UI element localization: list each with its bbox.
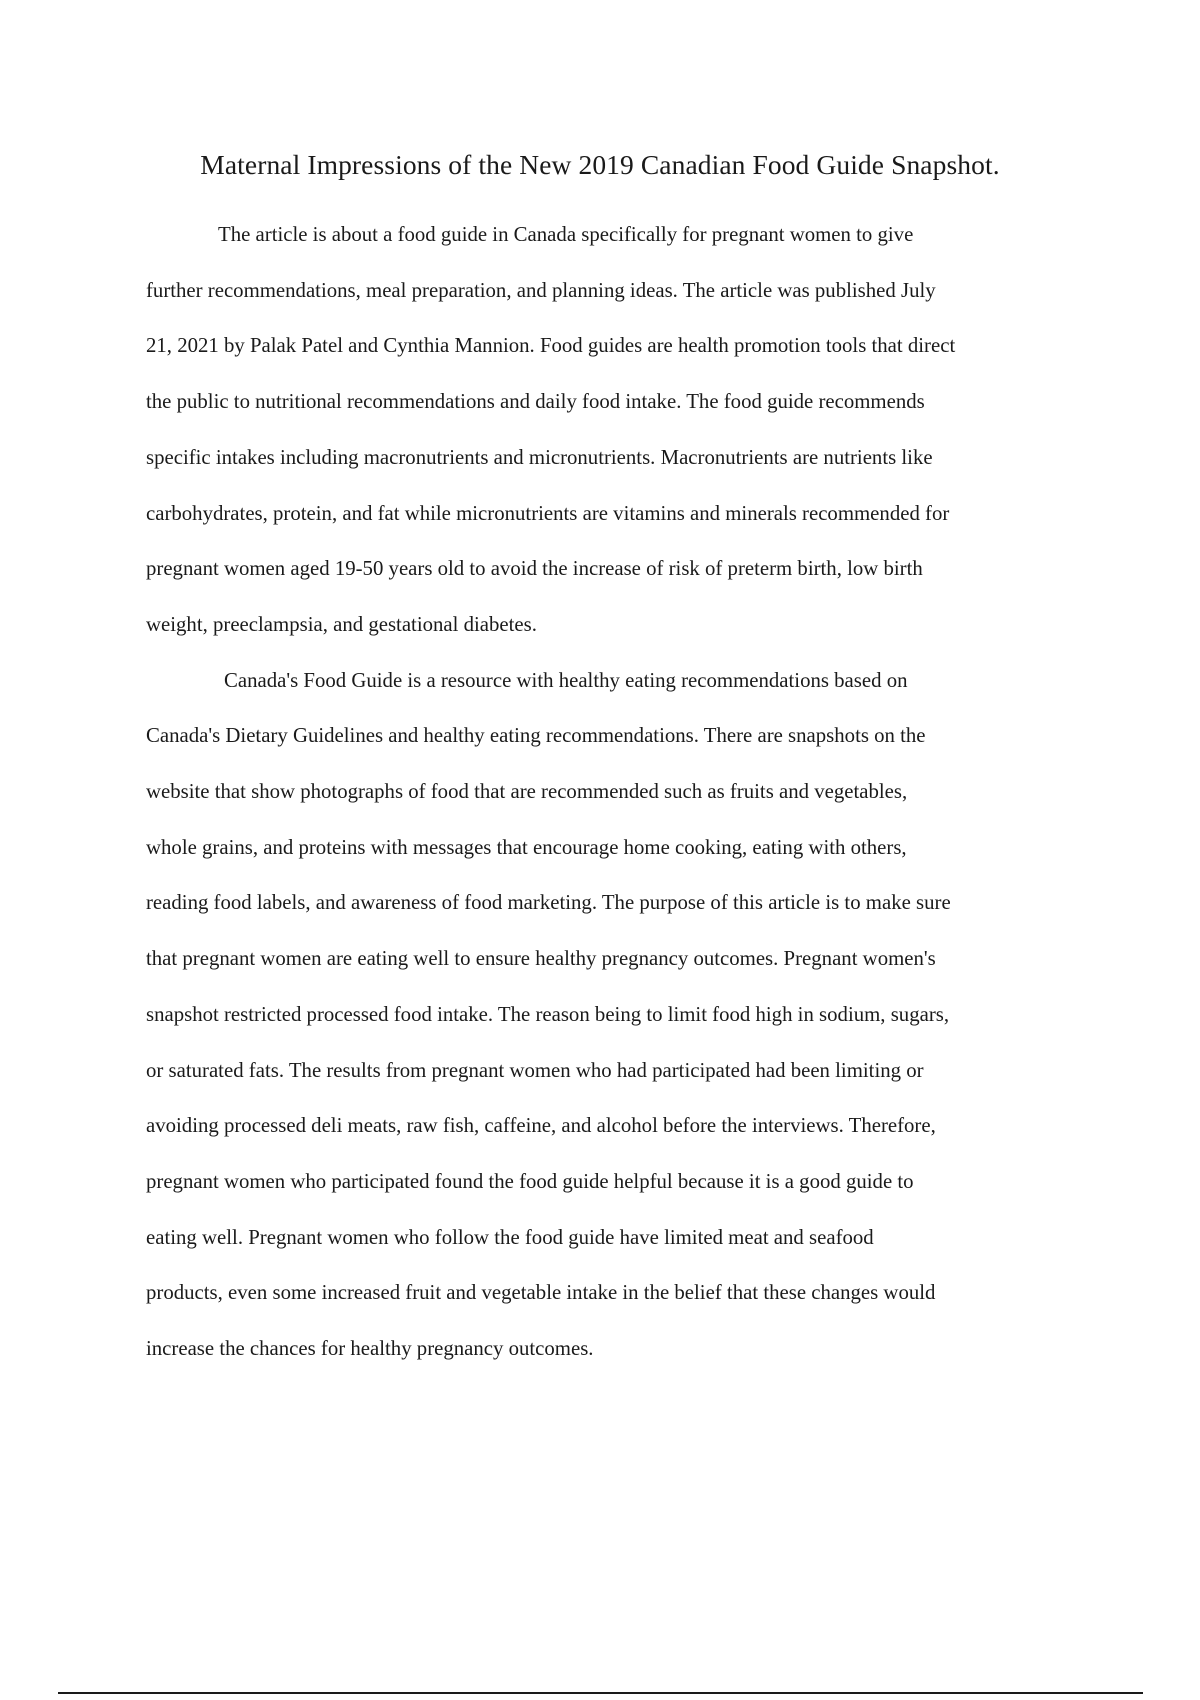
paragraph-line: weight, preeclampsia, and gestational diabetes.	[146, 612, 537, 636]
paragraph-line: increase the chances for healthy pregnancy outcomes.	[146, 1337, 594, 1361]
paragraph-line: products, even some increased fruit and vegetable intake in the belief that these changes would	[146, 1281, 936, 1305]
document-body	[146, 207, 1096, 1377]
paragraph-line: pregnant women aged 19-50 years old to avoid the increase of risk of preterm birth, low birth	[146, 557, 923, 581]
paragraph-line: specific intakes including macronutrients and micronutrients. Macronutrients are nutrients like	[146, 445, 933, 469]
paragraph-2	[146, 653, 1096, 1377]
paragraph-line: reading food labels, and awareness of food marketing. The purpose of this article is to make sure	[146, 891, 951, 915]
paragraph-1	[146, 207, 1096, 653]
paragraph-line: or saturated fats. The results from pregnant women who had participated had been limiting or	[146, 1058, 924, 1082]
paragraph-line: that pregnant women are eating well to ensure healthy pregnancy outcomes. Pregnant women's	[146, 947, 936, 971]
paragraph-line: Canada's Dietary Guidelines and healthy eating recommendations. There are snapshots on the	[146, 724, 926, 748]
paragraph-line: Canada's Food Guide is a resource with healthy eating recommendations based on	[224, 668, 908, 692]
paragraph-line: pregnant women who participated found the food guide helpful because it is a good guide to	[146, 1169, 914, 1193]
paragraph-line: 21, 2021 by Palak Patel and Cynthia Mannion. Food guides are health promotion tools that direct	[146, 334, 956, 358]
paragraph-line: carbohydrates, protein, and fat while micronutrients are vitamins and minerals recommended for	[146, 501, 950, 525]
paragraph-line: website that show photographs of food that are recommended such as fruits and vegetables,	[146, 780, 908, 804]
paragraph-line: the public to nutritional recommendations and daily food intake. The food guide recommends	[146, 390, 925, 414]
paragraph-line: snapshot restricted processed food intake. The reason being to limit food high in sodium, sugars,	[146, 1002, 950, 1026]
paragraph-line: further recommendations, meal preparation, and planning ideas. The article was published July	[146, 278, 936, 302]
paragraph-line: whole grains, and proteins with messages that encourage home cooking, eating with others,	[146, 835, 907, 859]
document-title: Maternal Impressions of the New 2019 Canadian Food Guide Snapshot.	[200, 149, 1000, 180]
page-bottom-divider	[58, 1692, 1143, 1694]
paragraph-line: The article is about a food guide in Canada specifically for pregnant women to give	[218, 223, 914, 246]
paragraph-line: avoiding processed deli meats, raw fish, caffeine, and alcohol before the interviews. Therefore,	[146, 1114, 936, 1138]
paragraph-line: eating well. Pregnant women who follow the food guide have limited meat and seafood	[146, 1225, 874, 1249]
